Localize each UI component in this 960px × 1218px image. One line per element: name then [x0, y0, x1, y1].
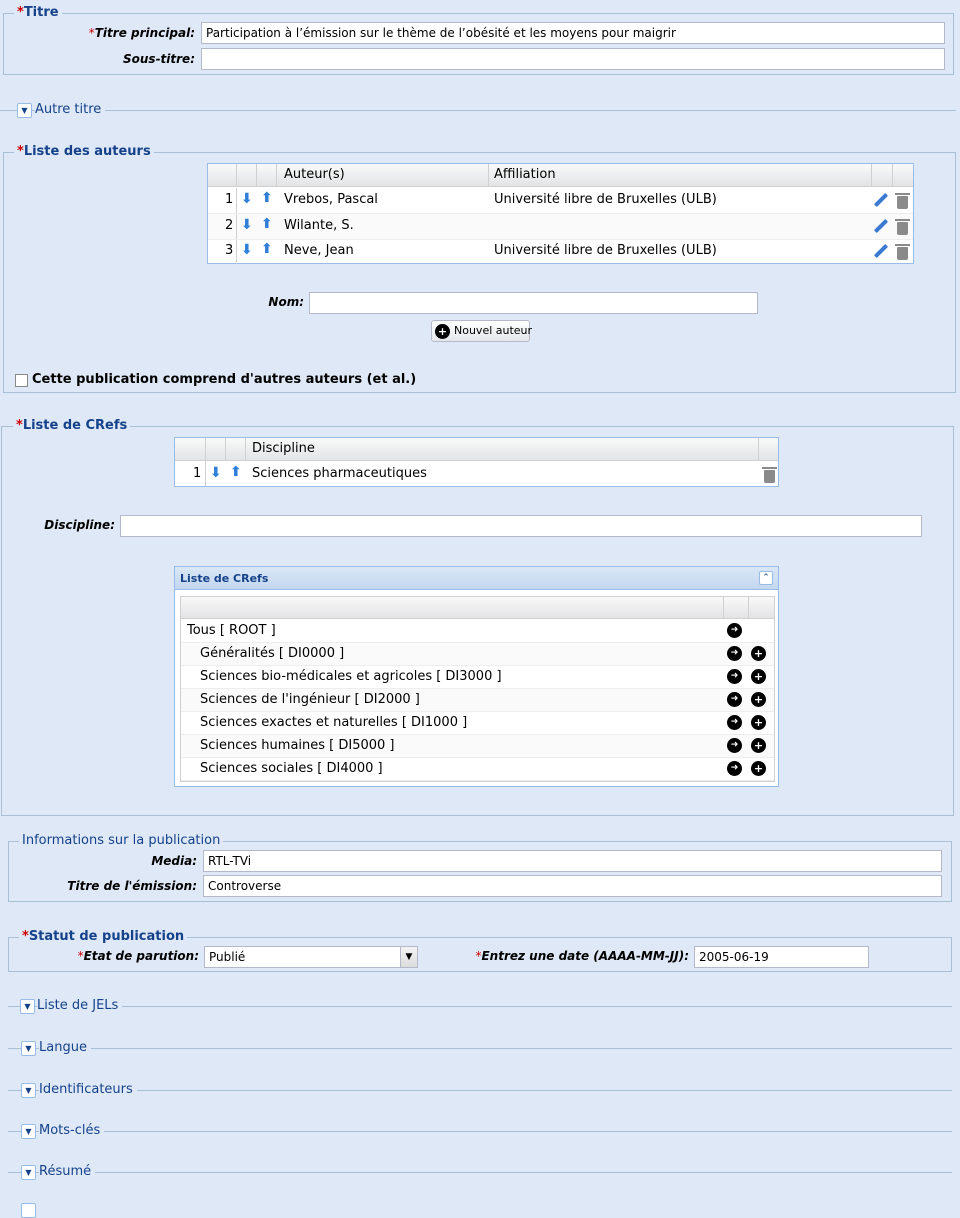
identificateurs-section [0, 1080, 952, 1100]
add-icon[interactable]: + [751, 692, 766, 707]
resume-label: Résumé [39, 1164, 95, 1180]
statut-legend: *Statut de publication [19, 929, 187, 945]
tree-node-label: Sciences exactes et naturelles [ DI1000 ] [200, 715, 468, 730]
tree-row [181, 689, 774, 712]
table-row [175, 462, 778, 487]
auteurs-grid [207, 163, 914, 264]
divider [8, 1090, 952, 1091]
divider [256, 164, 257, 187]
crefs-grid [174, 437, 779, 487]
column-header-discipline[interactable]: Discipline [252, 441, 315, 456]
etat-select[interactable] [204, 946, 418, 968]
media-label: Media: [151, 854, 197, 868]
add-icon[interactable]: + [751, 715, 766, 730]
expand-langue-icon[interactable]: ▼ [21, 1041, 36, 1056]
move-down-icon[interactable]: ⬇ [241, 217, 253, 233]
navigate-arrow-icon[interactable]: ➜ [727, 646, 742, 661]
etat-label: *Etat de parution: [77, 949, 199, 963]
new-author-button[interactable] [431, 320, 533, 342]
date-label: *Entrez une date (AAAA-MM-JJ): [475, 949, 689, 963]
navigate-arrow-icon[interactable]: ➜ [727, 715, 742, 730]
titre-fieldset [3, 5, 954, 75]
expand-autre-titre-icon[interactable]: ▼ [17, 103, 32, 118]
tree-row [181, 712, 774, 735]
author-name: Vrebos, Pascal [284, 192, 378, 207]
divider [236, 164, 237, 187]
info-fieldset [8, 833, 952, 902]
nom-label: Nom: [268, 295, 304, 309]
titre-legend: *Titre [14, 5, 62, 21]
divider [8, 1048, 952, 1049]
author-affiliation: Université libre de Bruxelles (ULB) [494, 192, 717, 207]
langue-section [0, 1038, 952, 1058]
edit-icon[interactable] [874, 244, 888, 258]
column-header-affiliation[interactable]: Affiliation [494, 167, 556, 182]
tree-grid-header [181, 597, 774, 619]
divider [488, 164, 489, 187]
author-affiliation: Université libre de Bruxelles (ULB) [494, 243, 717, 258]
date-input[interactable]: 2005-06-19 [694, 946, 869, 968]
move-down-icon[interactable]: ⬇ [241, 242, 253, 258]
sous-titre-input[interactable] [201, 48, 945, 70]
delete-icon[interactable] [897, 222, 908, 235]
auteurs-legend: *Liste des auteurs [14, 144, 154, 160]
et-al-label[interactable]: Cette publication comprend d'autres auteurs (et al.) [32, 372, 417, 387]
divider [748, 597, 749, 619]
author-name: Wilante, S. [284, 218, 354, 233]
crefs-fieldset [1, 418, 954, 816]
row-number: 3 [225, 243, 234, 258]
move-down-icon[interactable]: ⬇ [241, 191, 253, 207]
divider [245, 438, 246, 461]
navigate-arrow-icon[interactable]: ➜ [727, 623, 742, 638]
et-al-checkbox[interactable] [15, 374, 28, 387]
tree-row [181, 735, 774, 758]
divider [8, 1006, 952, 1007]
mots-cles-label: Mots-clés [39, 1123, 104, 1139]
delete-icon[interactable] [897, 196, 908, 209]
divider [892, 164, 893, 187]
row-number: 2 [225, 218, 234, 233]
divider [871, 164, 872, 187]
move-up-icon[interactable]: ⬆ [230, 464, 242, 480]
tree-row [181, 758, 774, 781]
divider [758, 438, 759, 461]
expand-identificateurs-icon[interactable]: ▼ [21, 1083, 36, 1098]
divider [723, 597, 724, 619]
chevron-down-icon[interactable]: ▼ [400, 947, 417, 967]
edit-icon[interactable] [874, 219, 888, 233]
jels-label: Liste de JELs [37, 998, 122, 1014]
crefs-legend: *Liste de CRefs [13, 418, 130, 434]
tree-node-label: Sciences bio-médicales et agricoles [ DI3000 ] [200, 669, 502, 684]
tree-row [181, 643, 774, 666]
navigate-arrow-icon[interactable]: ➜ [727, 761, 742, 776]
collapse-panel-icon[interactable]: ⌃ [759, 571, 773, 585]
move-up-icon[interactable]: ⬆ [261, 216, 273, 232]
autre-titre-label: Autre titre [35, 102, 105, 118]
add-icon[interactable]: + [751, 646, 766, 661]
nom-input[interactable] [309, 292, 758, 314]
navigate-arrow-icon[interactable]: ➜ [727, 692, 742, 707]
move-up-icon[interactable]: ⬆ [261, 190, 273, 206]
mots-cles-section [0, 1121, 952, 1141]
auteurs-fieldset [3, 144, 956, 393]
divider [0, 110, 956, 111]
titre-principal-input[interactable]: Participation à l’émission sur le thème de l’obésité et les moyens pour maigrir [201, 22, 945, 44]
partial-toggle-icon[interactable] [21, 1203, 36, 1218]
jels-section [0, 996, 952, 1016]
row-number: 1 [193, 466, 202, 481]
expand-jels-icon[interactable]: ▼ [20, 999, 35, 1014]
tree-node-label: Tous [ ROOT ] [187, 623, 276, 638]
divider [225, 438, 226, 461]
add-icon[interactable]: + [751, 761, 766, 776]
row-number: 1 [225, 192, 234, 207]
add-icon[interactable]: + [751, 669, 766, 684]
table-row [208, 214, 913, 239]
media-input[interactable]: RTL-TVi [203, 850, 942, 872]
crefs-panel-header [175, 567, 778, 590]
crefs-tree-panel [174, 566, 779, 787]
discipline-input[interactable] [120, 515, 922, 537]
column-header-auteurs[interactable]: Auteur(s) [284, 167, 345, 182]
table-row [208, 240, 913, 264]
tree-node-label: Généralités [ DI0000 ] [200, 646, 345, 661]
langue-label: Langue [39, 1040, 91, 1056]
delete-icon[interactable] [764, 470, 775, 483]
divider [8, 1131, 952, 1132]
autre-titre-section [0, 100, 956, 120]
delete-icon[interactable] [897, 247, 908, 260]
expand-mots-cles-icon[interactable]: ▼ [21, 1124, 36, 1139]
emission-input[interactable]: Controverse [203, 875, 942, 897]
tree-grid [180, 596, 775, 782]
discipline-label: Discipline: [44, 518, 115, 532]
etat-select-value: Publié [209, 950, 246, 964]
move-down-icon[interactable]: ⬇ [210, 465, 222, 481]
divider [236, 240, 237, 264]
navigate-arrow-icon[interactable]: ➜ [727, 669, 742, 684]
tree-node-label: Sciences humaines [ DI5000 ] [200, 738, 395, 753]
tree-node-label: Sciences sociales [ DI4000 ] [200, 761, 383, 776]
sous-titre-label: Sous-titre: [123, 52, 195, 66]
emission-label: Titre de l'émission: [67, 879, 197, 893]
divider [276, 164, 277, 187]
edit-icon[interactable] [874, 193, 888, 207]
plus-icon: + [435, 324, 450, 339]
identificateurs-label: Identificateurs [39, 1082, 137, 1098]
new-author-button-label: Nouvel auteur [454, 324, 533, 337]
author-name: Neve, Jean [284, 243, 354, 258]
expand-resume-icon[interactable]: ▼ [21, 1165, 36, 1180]
statut-fieldset [8, 929, 952, 972]
tree-row [181, 620, 774, 643]
divider [236, 214, 237, 239]
tree-row [181, 666, 774, 689]
navigate-arrow-icon[interactable]: ➜ [727, 738, 742, 753]
crefs-panel-title: Liste de CRefs [180, 572, 269, 585]
table-row [208, 188, 913, 213]
info-legend: Informations sur la publication [19, 833, 223, 849]
divider [236, 188, 237, 213]
tree-node-label: Sciences de l'ingénieur [ DI2000 ] [200, 692, 420, 707]
move-up-icon[interactable]: ⬆ [261, 241, 273, 257]
discipline-name: Sciences pharmaceutiques [252, 466, 427, 481]
resume-section [0, 1162, 952, 1182]
divider [8, 1172, 952, 1173]
titre-principal-label: *Titre principal: [88, 26, 195, 40]
add-icon[interactable]: + [751, 738, 766, 753]
